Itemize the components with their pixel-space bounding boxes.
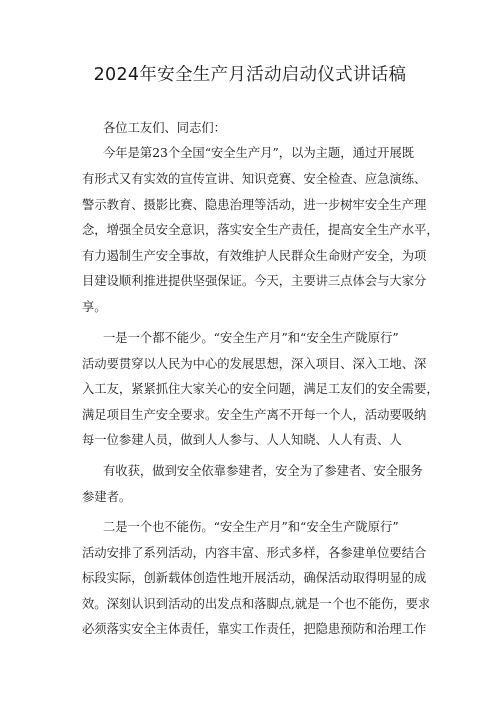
- paragraph-2-line: 活动要贯穿以人民为中心的发展思想，深入项目、深入工地、深: [82, 357, 427, 371]
- paragraph-1-line: 有力遏制生产安全事故，有效维护人民群众生命财产安全，为项: [82, 249, 427, 263]
- paragraph-1-line: 警示教育、摄影比赛、隐患治理等活动，进一步树牢安全生产理: [82, 198, 427, 212]
- paragraph-2-line: 满足项目生产安全要求。安全生产离不开每一个人，活动要吸纳: [82, 408, 427, 422]
- paragraph-1-line: 念，增强全员安全意识，落实安全生产责任，提高安全生产水平，: [82, 223, 439, 237]
- paragraph-3-line: 必须落实安全主体责任，靠实工作责任，把隐患预防和治理工作: [82, 622, 427, 636]
- document-title: 2024年安全生产月活动启动仪式讲话稿: [93, 65, 407, 85]
- paragraph-1-line: 目建设顺利推进提供坚强保证。今天，主要讲三点体会与大家分: [82, 274, 427, 288]
- paragraph-3-line: 标段实际，创新载体创造性地开展活动，确保活动取得明显的成: [82, 571, 427, 585]
- paragraph-1-line: 今年是第23个全国“安全生产月”，以为主题，通过开展既: [103, 146, 415, 160]
- paragraph-2-continuation-line: 参建者。: [82, 490, 132, 504]
- paragraph-3-line: 二是一个也不能伤。“安全生产月”和“安全生产陇原行”: [103, 520, 399, 534]
- paragraph-2-line: 一是一个都不能少。“安全生产月”和“安全生产陇原行”: [103, 331, 399, 345]
- paragraph-3-line: 活动安排了系列活动，内容丰富、形式多样，各参建单位要结合: [82, 546, 427, 560]
- paragraph-1-line: 有形式又有实效的宣传宣讲、知识竞赛、安全检查、应急演练、: [82, 172, 427, 186]
- paragraph-2-line: 每一位参建人员，做到人人参与、人人知晓、人人有责、人: [82, 433, 402, 447]
- paragraph-3-line: 效。深刻认识到活动的出发点和落脚点,就是一个也不能伤，要求: [82, 597, 431, 611]
- paragraph-2-line: 入工友，紧紧抓住大家关心的安全问题，满足工友们的安全需要，: [82, 382, 439, 396]
- salutation: 各位工友们、同志们：: [103, 121, 226, 135]
- paragraph-1-line: 享。: [82, 300, 107, 314]
- paragraph-2-continuation-line: 有收获，做到安全依靠参建者，安全为了参建者、安全服务: [103, 464, 423, 478]
